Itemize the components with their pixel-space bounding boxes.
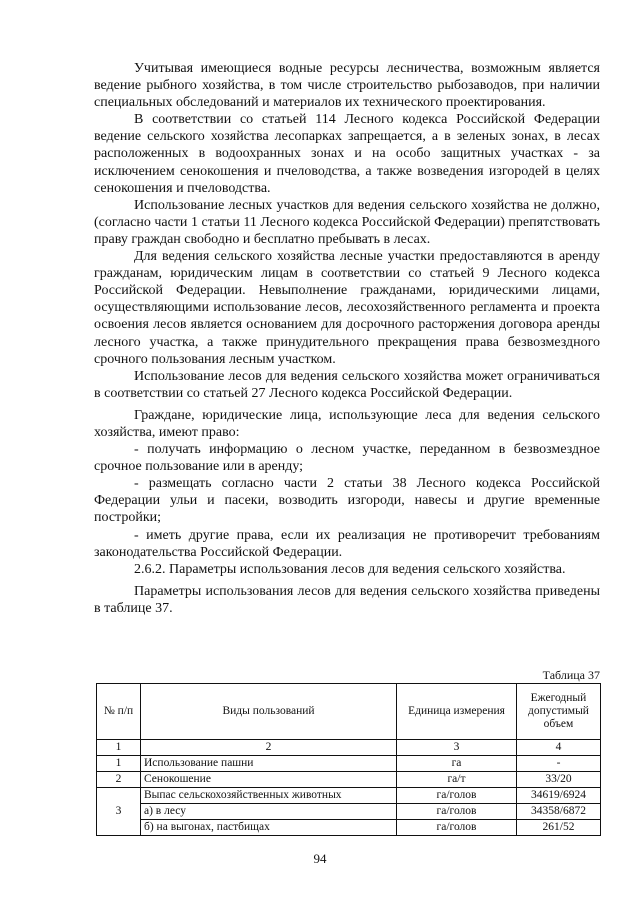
row-unit: га — [397, 756, 517, 772]
row-num: 1 — [97, 756, 141, 772]
table-row — [97, 820, 601, 836]
row-volume: - — [517, 756, 601, 772]
table-row — [97, 804, 601, 820]
column-number: 4 — [517, 740, 601, 756]
row-type: а) в лесу — [141, 804, 397, 820]
row-unit: га/голов — [397, 820, 517, 836]
row-type: Выпас сельскохозяйственных животных — [141, 788, 397, 804]
column-number: 1 — [97, 740, 141, 756]
row-unit: га/голов — [397, 788, 517, 804]
table-row — [97, 756, 601, 772]
column-number: 2 — [141, 740, 397, 756]
table-column-numbers-row — [97, 740, 601, 756]
paragraph-fishery: Учитывая имеющиеся водные ресурсы лесничества, возможным является ведение рыбного хозяйства, в том числе строительство рыбозаводов, при наличии специальных обследований и материалов их технического проектирования. — [94, 61, 600, 111]
paragraph-right-other: - иметь другие права, если их реализация не противоречит требованиям законодательства Российской Федерации. — [94, 527, 600, 560]
paragraph-lease: Для ведения сельского хозяйства лесные участки предоставляются в аренду гражданам, юридическим лицам в соответствии со статьей 9 Лесного кодекса Российской Федерации. Невыполнение гражданами, юридическими лицами, осуществляющими использование лесов, лесохозяйственного регламента и проекта освоения лесов является основанием для досрочного расторжения договора аренды лесного участка, а также принудительного прекращения права безвозмездного срочного пользования лесным участком. — [94, 249, 600, 367]
row-type: Сенокошение — [141, 772, 397, 788]
row-num: 3 — [97, 788, 141, 836]
paragraph-rights-intro: Граждане, юридические лица, использующие леса для ведения сельского хозяйства, имеют право: — [94, 407, 600, 440]
header-num: № п/п — [97, 684, 141, 740]
row-type: Использование пашни — [141, 756, 397, 772]
row-volume: 34358/6872 — [517, 804, 601, 820]
row-num: 2 — [97, 772, 141, 788]
table-row — [97, 788, 601, 804]
paragraph-article-114: В соответствии со статьей 114 Лесного кодекса Российской Федерации ведение сельского хозяйства лесопарках запрещается, а в зеленых зонах, в лесах расположенных в водоохранных зонах и на особо защитных участках - за исключением сенокошения и пчеловодства, а также возведения изгородей в целях сенокошения и пчеловодства. — [94, 112, 600, 196]
header-volume: Ежегодный допустимый объем — [517, 684, 601, 740]
header-type: Виды пользований — [141, 684, 397, 740]
paragraph-right-hives: - размещать согласно части 2 статьи 38 Лесного кодекса Российской Федерации ульи и пасеки, возводить изгороди, навесы и другие временные постройки; — [94, 476, 600, 526]
row-unit: га/голов — [397, 804, 517, 820]
parameters-table — [96, 683, 601, 836]
body-text — [94, 60, 600, 617]
paragraph-article-11: Использование лесных участков для ведения сельского хозяйства не должно, (согласно части 1 статьи 11 Лесного кодекса Российской Федерации) препятствовать праву граждан свободно и бесплатно пребывать в лесах. — [94, 197, 600, 247]
row-volume: 261/52 — [517, 820, 601, 836]
table-caption: Таблица 37 — [542, 668, 600, 682]
section-heading-2-6-2: 2.6.2. Параметры использования лесов для ведения сельского хозяйства. — [134, 561, 566, 577]
table-header-row — [97, 684, 601, 740]
paragraph-article-27: Использование лесов для ведения сельского хозяйства может ограничиваться в соответствии со статьей 27 Лесного кодекса Российской Федерации. — [94, 368, 600, 401]
page-number: 94 — [313, 851, 327, 866]
row-unit: га/т — [397, 772, 517, 788]
table-row — [97, 772, 601, 788]
paragraph-right-info: - получать информацию о лесном участке, переданном в безвозмездное срочное пользование или в аренду; — [94, 442, 600, 475]
row-volume: 33/20 — [517, 772, 601, 788]
header-unit: Единица измерения — [397, 684, 517, 740]
paragraph-table-intro: Параметры использования лесов для ведения сельского хозяйства приведены в таблице 37. — [94, 583, 600, 616]
column-number: 3 — [397, 740, 517, 756]
row-volume: 34619/6924 — [517, 788, 601, 804]
row-type: б) на выгонах, пастбищах — [141, 820, 397, 836]
